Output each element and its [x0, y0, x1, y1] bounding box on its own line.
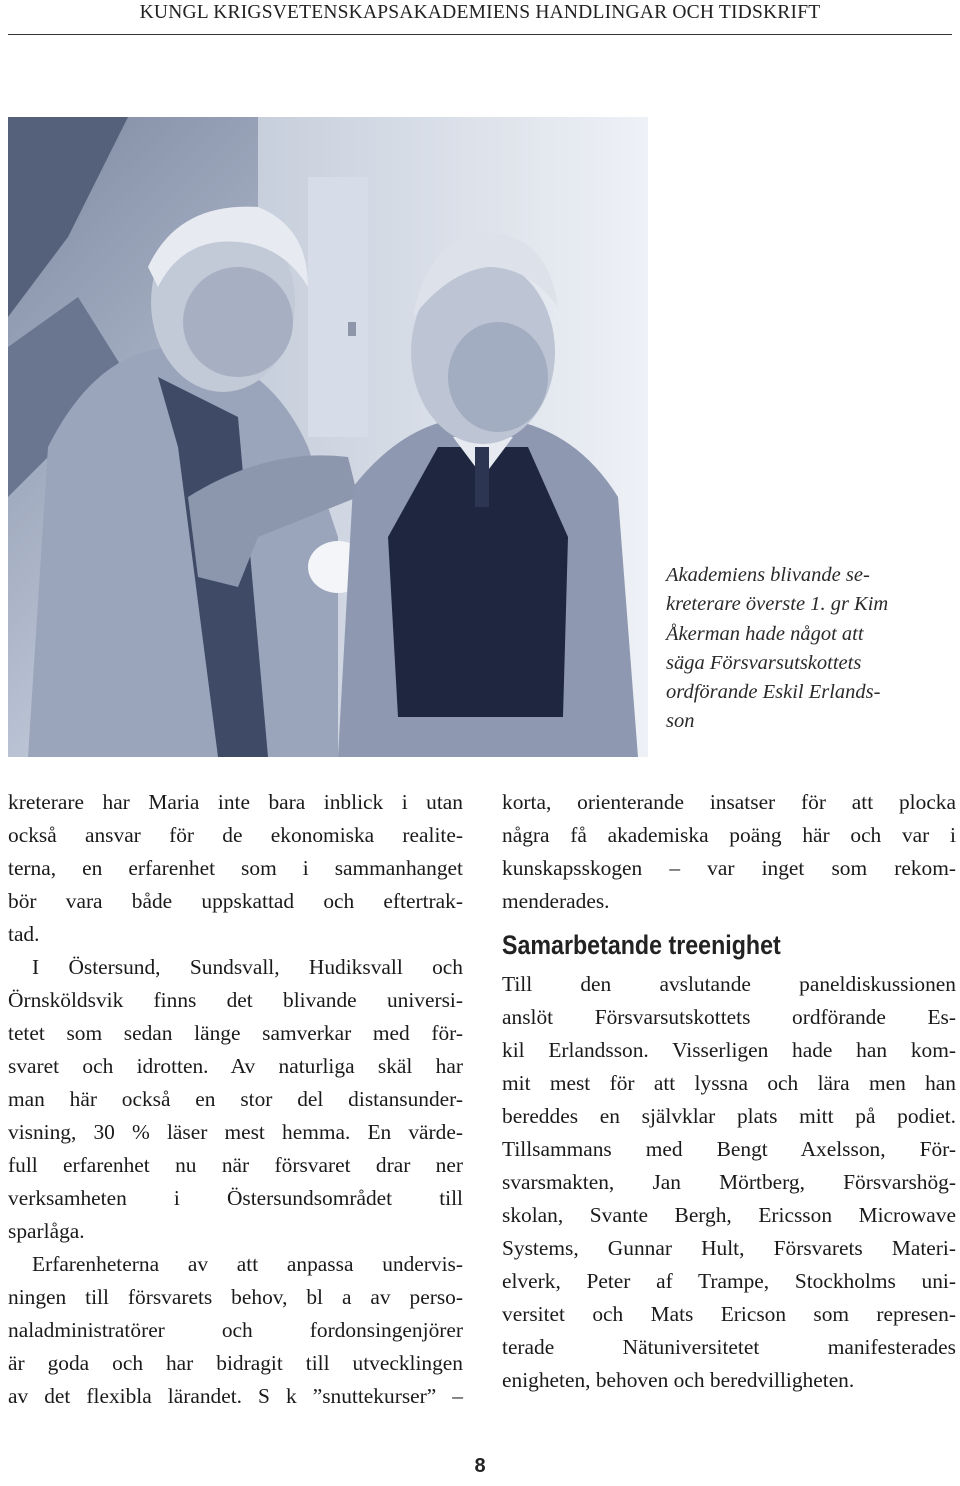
text-line: Örnsköldsvik finns det blivande universi- — [8, 988, 463, 1012]
text-line: ningen till försvarets behov, bl a av perso- — [8, 1285, 463, 1309]
text-line: verksamheten i Östersundsområdet till — [8, 1186, 463, 1210]
text-line: enigheten, behoven och beredvilligheten. — [502, 1368, 855, 1392]
header-rule — [8, 34, 952, 35]
text-line: sparlåga. — [8, 1219, 85, 1243]
text-line: är goda och har bidragit till utvecklingen — [8, 1351, 463, 1375]
text-line: man här också en stor del distansunder- — [8, 1087, 463, 1111]
text-line: tad. — [8, 922, 40, 946]
page-number: 8 — [474, 1455, 486, 1477]
text-line: några få akademiska poäng här och var i — [502, 823, 956, 847]
photo-illustration — [8, 117, 648, 757]
caption-line: son — [666, 710, 695, 733]
right-column-text — [502, 786, 956, 1397]
text-line: kreterare har Maria inte bara inblick i utan — [8, 790, 463, 814]
text-line: också ansvar för de ekonomiska realite- — [8, 823, 463, 847]
caption-line: ordförande Eskil Erlands- — [666, 681, 881, 704]
text-line: Systems, Gunnar Hult, Försvarets Materi- — [502, 1236, 956, 1260]
caption-line: säga Försvarsutskottets — [666, 651, 862, 674]
text-line: korta, orienterande insatser för att plocka — [502, 790, 956, 814]
text-line: I Östersund, Sundsvall, Hudiksvall och — [32, 955, 463, 979]
text-line: menderades. — [502, 889, 610, 913]
photograph-two-men — [8, 117, 648, 757]
text-line: mit mest för att lyssna och lära men han — [502, 1071, 956, 1095]
text-line: naladministratörer och fordonsingenjörer — [8, 1318, 463, 1342]
text-line: Till den avslutande paneldiskussionen — [502, 972, 956, 996]
text-line: Erfarenheterna av att anpassa undervis- — [32, 1252, 463, 1276]
caption-line: Åkerman hade något att — [666, 622, 864, 645]
text-line: tetet som sedan länge samverkar med för- — [8, 1021, 463, 1045]
text-line: svaret och idrotten. Av naturliga skäl har — [8, 1054, 463, 1078]
left-column-text — [8, 786, 463, 1413]
section-subheading: Samarbetande treenighet — [502, 930, 781, 960]
text-line: kunskapsskogen – var inget som rekom- — [502, 856, 956, 880]
journal-title: KUNGL KRIGSVETENSKAPSAKADEMIENS HANDLINGAR OCH TIDSKRIFT — [139, 2, 821, 23]
text-line: visning, 30 % läser mest hemma. En värde- — [8, 1120, 463, 1144]
text-line: bör vara både uppskattad och eftertrak- — [8, 889, 463, 913]
text-line: skolan, Svante Bergh, Ericsson Microwave — [502, 1203, 956, 1227]
text-line: bereddes en självklar plats mitt på podiet. — [502, 1104, 956, 1128]
caption-line: kreterare överste 1. gr Kim — [666, 593, 889, 616]
caption-line: Akademiens blivande se- — [666, 564, 870, 586]
text-line: full erfarenhet nu när försvaret drar ner — [8, 1153, 463, 1177]
text-line: kil Erlandsson. Visserligen hade han kom- — [502, 1038, 956, 1062]
text-line: terna, en erfarenhet som i sammanhanget — [8, 856, 463, 880]
text-line: versitet och Mats Ericson som represen- — [502, 1302, 956, 1326]
text-line: terade Nätuniversitetet manifesterades — [502, 1335, 956, 1359]
text-line: svarsmakten, Jan Mörtberg, Försvarshög- — [502, 1170, 956, 1194]
text-line: Tillsammans med Bengt Axelsson, För- — [502, 1137, 956, 1161]
text-line: av det flexibla lärandet. S k ”snuttekurser” – — [8, 1384, 463, 1408]
photo-caption — [666, 561, 951, 737]
text-line: elverk, Peter af Trampe, Stockholms uni- — [502, 1269, 956, 1293]
text-line: anslöt Försvarsutskottets ordförande Es- — [502, 1005, 956, 1029]
